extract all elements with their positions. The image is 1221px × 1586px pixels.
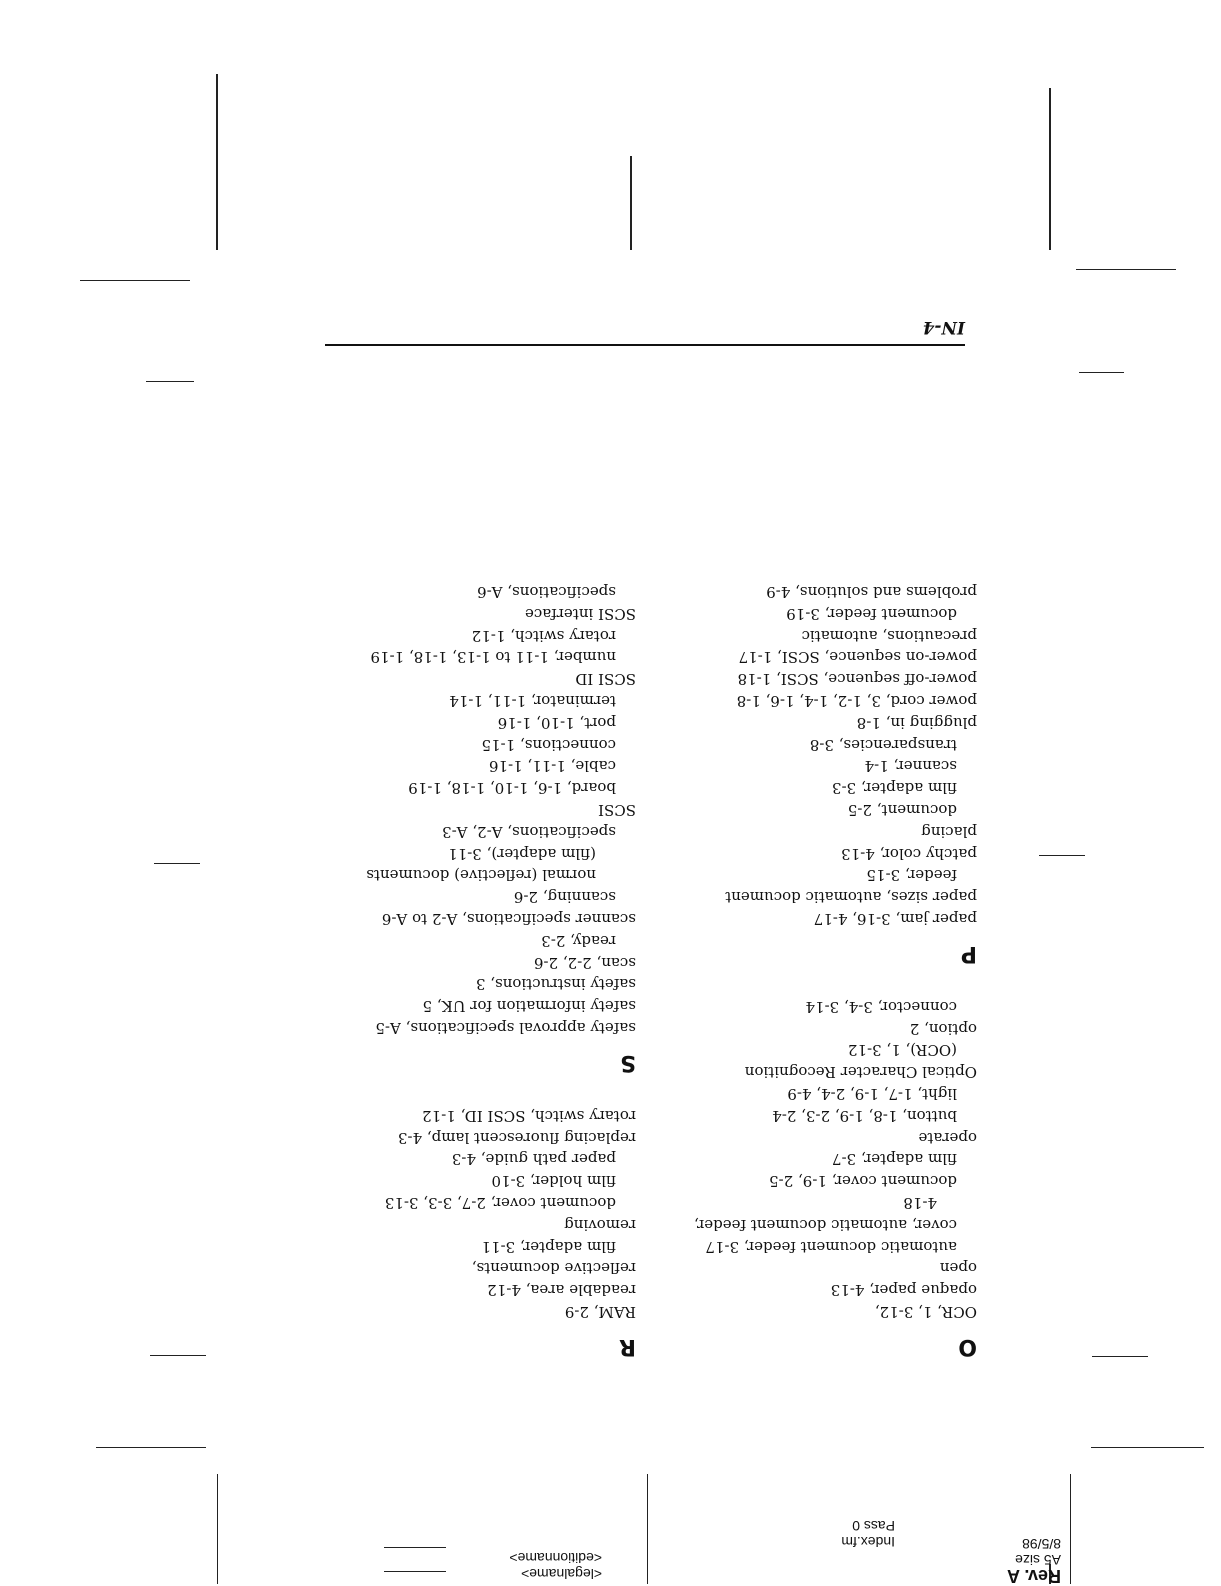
- index-entry: open: [939, 1259, 977, 1278]
- index-entry: feeder, 3-15: [866, 866, 957, 885]
- index-entry: document feeder, 3-19: [786, 604, 957, 623]
- crop-mark: [1039, 855, 1085, 856]
- crop-mark: [1079, 372, 1124, 373]
- index-entry: ready, 2-3: [541, 931, 616, 950]
- crop-mark: [96, 1447, 206, 1448]
- index-entry: connector, 3-4, 3-14: [805, 997, 957, 1016]
- index-entry: SCSI ID: [575, 670, 636, 689]
- index-entry: automatic document feeder, 3-17: [705, 1237, 957, 1256]
- revision-label: Rev. A: [1006, 1566, 1061, 1586]
- section-letter-p: P: [960, 941, 977, 967]
- index-entry: film adapter, 3-11: [481, 1237, 616, 1256]
- index-entry: removing: [564, 1215, 636, 1234]
- index-entry: scanner, 1-4: [864, 757, 957, 776]
- crop-mark: [217, 1474, 218, 1584]
- legal-name: <legalname>: [521, 1566, 602, 1582]
- index-entry: paper path guide, 4-3: [451, 1150, 616, 1169]
- crop-mark: [1049, 88, 1051, 250]
- index-entry: button, 1-8, 1-9, 2-3, 2-4: [772, 1106, 957, 1125]
- index-entry: normal (reflective) documents: [366, 866, 596, 885]
- index-entry: (OCR), 1, 3-12: [847, 1041, 957, 1060]
- index-entry: RAM, 2-9: [564, 1303, 636, 1321]
- index-entry: scanning, 2-6: [513, 888, 616, 907]
- index-entry: document cover, 1-9, 2-5: [769, 1172, 957, 1191]
- index-entry: paper sizes, automatic document: [725, 888, 977, 907]
- crop-mark: [150, 1355, 206, 1356]
- crop-mark: [384, 1571, 446, 1572]
- index-entry: safety information for UK, 5: [422, 997, 636, 1016]
- crop-mark: [1092, 1356, 1148, 1357]
- index-entry: replacing fluorescent lamp, 4-3: [397, 1128, 636, 1147]
- index-entry: reflective documents,: [471, 1259, 636, 1278]
- index-entry: light, 1-7, 1-9, 2-4, 4-9: [787, 1085, 957, 1104]
- index-entry: rotary switch, 1-12: [471, 626, 616, 645]
- index-entry: power-on sequence, SCSI, 1-17: [738, 648, 977, 667]
- index-column-left: [694, 580, 977, 1366]
- revision-date: 8/5/98: [1022, 1536, 1061, 1552]
- index-entry: power cord, 3, 1-2, 1-4, 1-6, 1-8: [736, 692, 977, 711]
- index-entry: number, 1-11 to 1-13, 1-18, 1-19: [370, 648, 616, 667]
- index-entry: terminator, 1-11, 1-14: [449, 692, 616, 711]
- index-entry: scanner specifications, A-2 to A-6: [381, 910, 636, 929]
- crop-mark: [630, 156, 632, 250]
- index-entry: cable, 1-11, 1-16: [488, 757, 616, 776]
- index-entry: SCSI interface: [524, 604, 636, 623]
- page-number: IN-4: [922, 317, 965, 337]
- index-entry: film holder, 3-10: [491, 1172, 616, 1191]
- index-entry: plugging in, 1-8: [856, 713, 977, 732]
- footer-file-block: [841, 1518, 895, 1550]
- index-entry: specifications, A-2, A-3: [442, 822, 616, 841]
- section-letter-o: O: [958, 1334, 977, 1359]
- section-letter-s: S: [620, 1050, 636, 1076]
- crop-mark: [1076, 269, 1176, 270]
- index-entry: readable area, 4-12: [487, 1281, 636, 1300]
- crop-mark: [154, 863, 200, 864]
- index-entry: placing: [921, 822, 977, 841]
- index-entry: film adapter, 3-3: [831, 779, 957, 798]
- crop-mark: [80, 280, 190, 281]
- index-entry: document cover, 2-7, 3-3, 3-13: [384, 1194, 616, 1213]
- section-letter-r: R: [619, 1334, 636, 1359]
- index-entry: opaque paper, 4-13: [830, 1281, 977, 1300]
- crop-mark: [216, 74, 218, 250]
- index-column-right: [366, 580, 636, 1366]
- index-entry: transparencies, 3-8: [809, 735, 957, 754]
- index-entry: (film adapter), 3-11: [448, 844, 596, 863]
- index-entry: 4-18: [903, 1194, 937, 1213]
- index-entry: option, 2: [909, 1019, 977, 1038]
- index-entry: port, 1-10, 1-16: [497, 713, 616, 732]
- index-entry: rotary switch, SCSI ID, 1-12: [422, 1106, 636, 1125]
- index-entry: power-off sequence, SCSI, 1-18: [737, 670, 977, 689]
- crop-mark: [146, 381, 194, 382]
- file-name: Index.fm: [841, 1534, 895, 1550]
- edition-name: <editionname>: [509, 1550, 602, 1566]
- crop-mark: [384, 1547, 446, 1548]
- crop-mark: [647, 1474, 648, 1584]
- crop-mark: [1070, 1474, 1071, 1584]
- footer-rev-block: [1007, 1536, 1061, 1584]
- index-entry: scan, 2-2, 2-6: [533, 953, 636, 972]
- index-entry: cover, automatic document feeder,: [694, 1215, 957, 1234]
- header-rule: [325, 344, 965, 346]
- index-entry: problems and solutions, 4-9: [766, 583, 977, 602]
- index-entry: SCSI: [598, 801, 636, 820]
- index-entry: specifications, A-6: [477, 583, 616, 602]
- paper-size: A5 size: [1015, 1552, 1061, 1568]
- index-entry: operate: [918, 1128, 977, 1147]
- index-entry: film adapter, 3-7: [831, 1150, 957, 1169]
- index-entry: OCR, 1, 3-12,: [874, 1303, 977, 1321]
- footer-names-block: [509, 1550, 602, 1582]
- index-entry: connections, 1-15: [481, 735, 616, 754]
- index-entry: document, 2-5: [847, 801, 957, 820]
- pass-number: Pass 0: [852, 1518, 895, 1534]
- index-entry: safety approval specifications, A-5: [375, 1019, 636, 1038]
- index-entry: board, 1-6, 1-10, 1-18, 1-19: [408, 779, 616, 798]
- crop-mark: [1091, 1447, 1204, 1448]
- index-entry: patchy color, 4-13: [841, 844, 977, 863]
- index-entry: precautions, automatic: [801, 626, 977, 645]
- index-entry: Optical Character Recognition: [744, 1063, 977, 1082]
- index-entry: safety instructions, 3: [475, 975, 636, 994]
- index-entry: paper jam, 3-16, 4-17: [813, 910, 977, 929]
